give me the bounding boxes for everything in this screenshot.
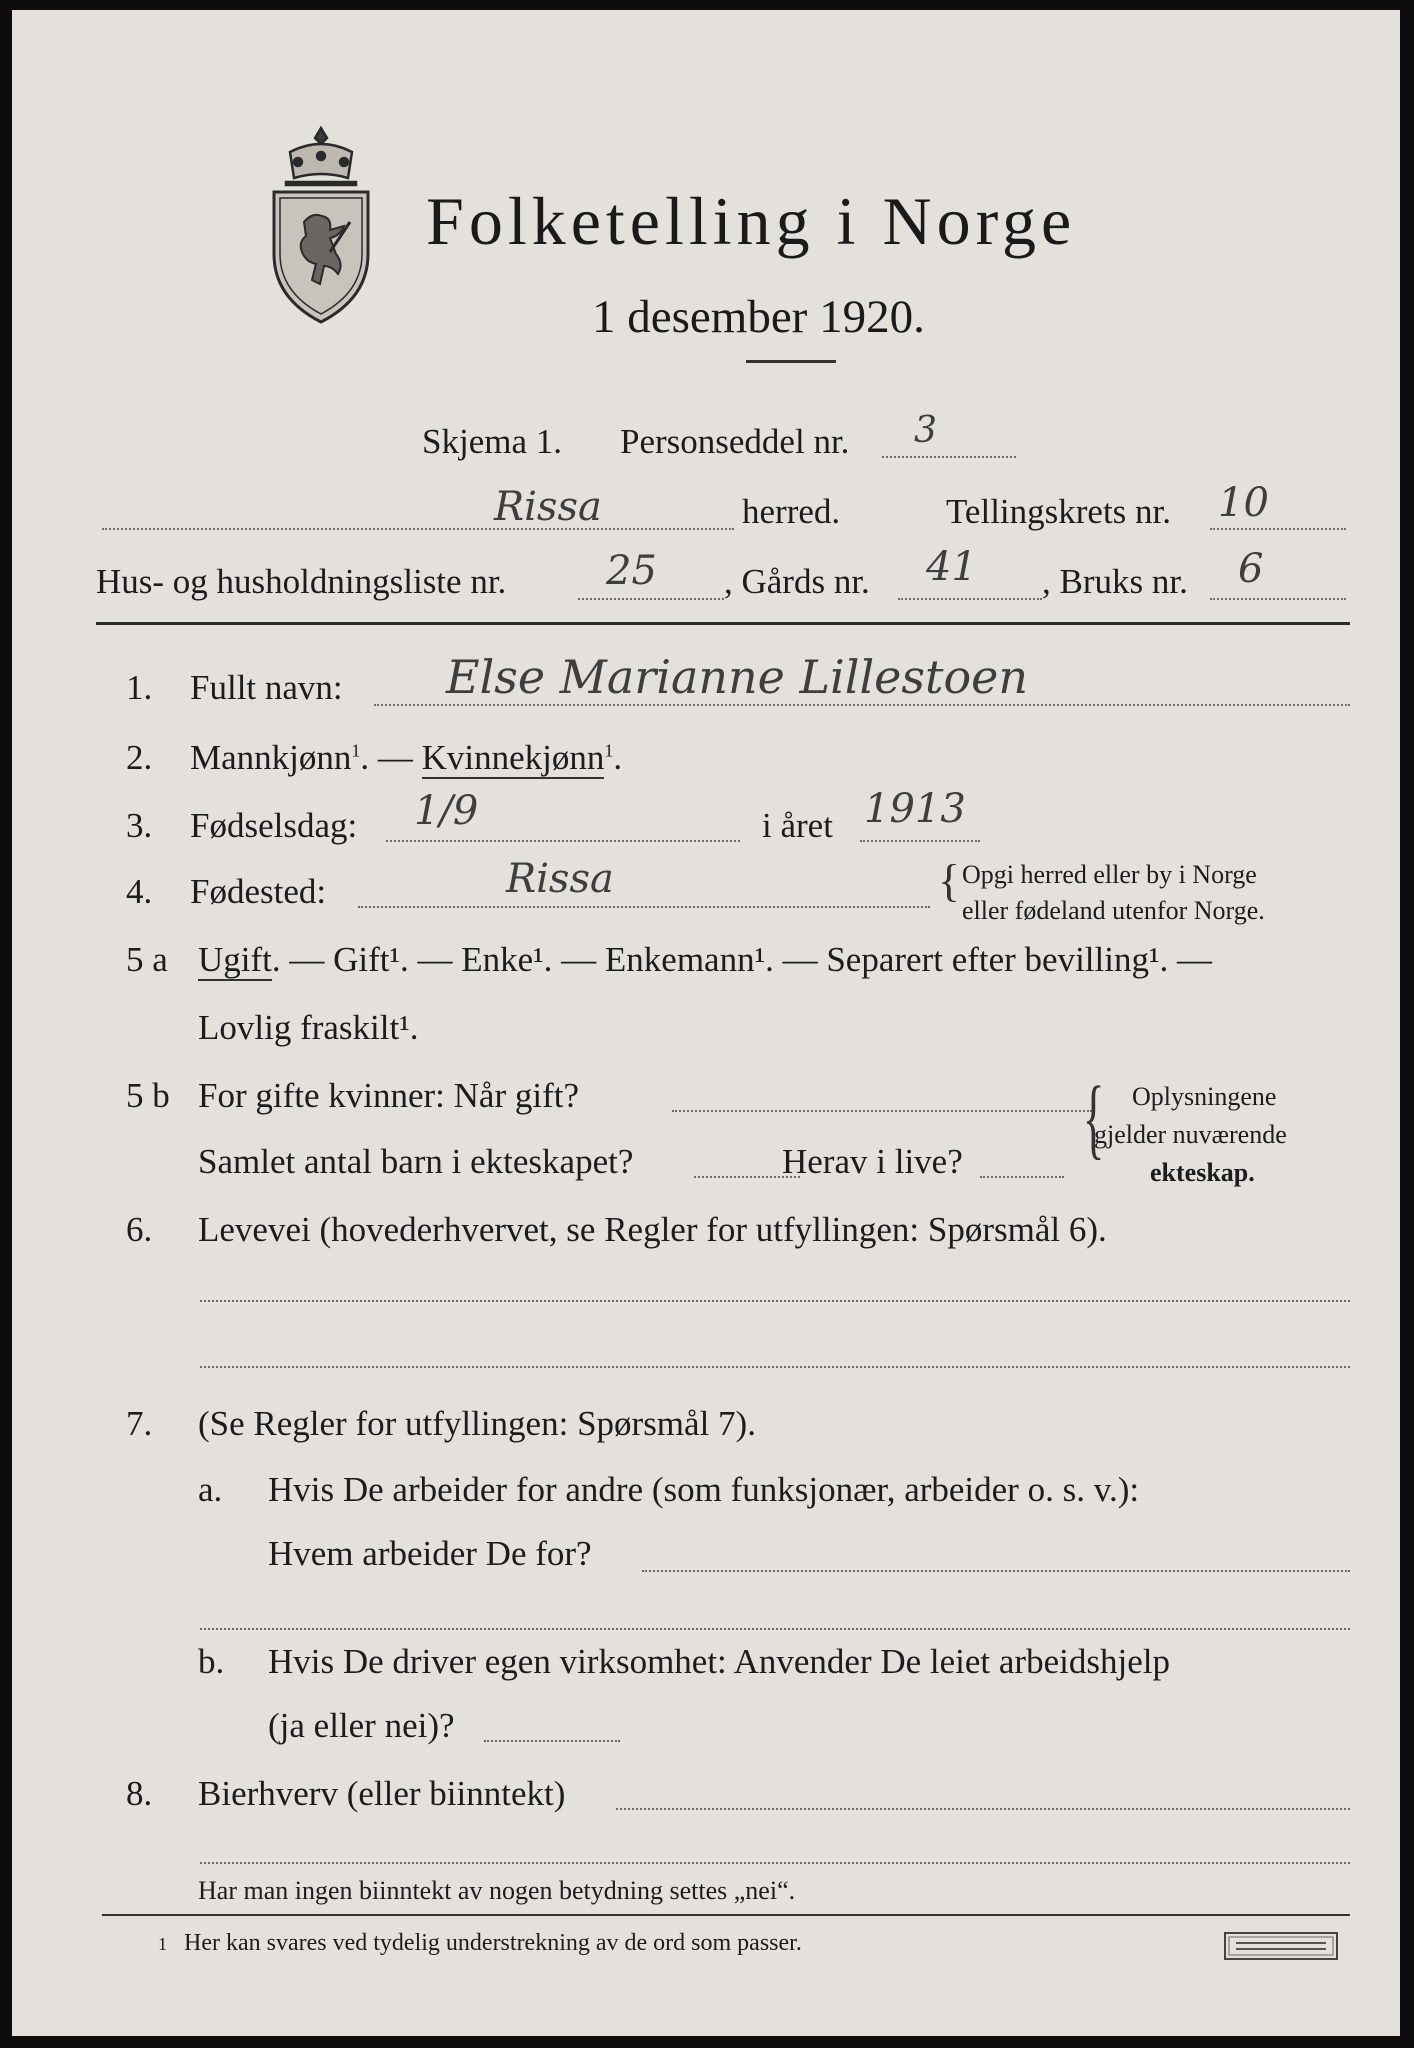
q5b-label3: Herav i live? xyxy=(782,1142,963,1181)
q7b-line xyxy=(484,1740,620,1742)
q4-line xyxy=(358,906,930,908)
q3-year-value: 1913 xyxy=(864,786,966,832)
form-title: Folketelling i Norge xyxy=(426,183,1077,259)
q5b-note-brace: { xyxy=(1082,1069,1105,1168)
husholdningsliste-line xyxy=(578,598,724,600)
q5a-options xyxy=(198,940,1212,980)
q2-dash: — xyxy=(377,738,413,777)
q4-label: Fødested: xyxy=(190,872,327,911)
q7a-text: Hvis De arbeider for andre (som funksjonær, arbeider o. s. v.): xyxy=(268,1470,1140,1509)
q5b-number: 5 b xyxy=(126,1076,170,1115)
q5a-line2: Lovlig fraskilt¹. xyxy=(198,1008,419,1047)
husholdningsliste-value: 25 xyxy=(606,548,657,594)
q5a-rest: . — Gift¹. — Enke¹. — Enkemann¹. — Separert efter bevilling¹. — xyxy=(271,940,1212,979)
q3-year-label: i året xyxy=(762,806,833,845)
q3-year-line xyxy=(860,840,980,842)
herred-label: herred. xyxy=(742,492,841,531)
census-form xyxy=(12,10,1400,2036)
q5a-ugift: Ugift xyxy=(198,940,272,979)
q6-number: 6. xyxy=(126,1210,153,1249)
q3-number: 3. xyxy=(126,806,153,845)
q7-label: (Se Regler for utfyllingen: Spørsmål 7). xyxy=(198,1404,756,1443)
q2-mannkjonn: Mannkjønn xyxy=(190,738,352,777)
q5b-alive-line xyxy=(980,1176,1064,1178)
q7b-letter: b. xyxy=(198,1642,225,1681)
title-divider xyxy=(746,360,836,363)
q4-note-line1: Opgi herred eller by i Norge xyxy=(962,860,1257,889)
q6-line1 xyxy=(200,1300,1350,1302)
q3-birthday-line xyxy=(386,840,740,842)
personseddel-line xyxy=(882,456,1016,458)
q2-kvinnekjonn: Kvinnekjønn xyxy=(421,738,605,777)
q3-label: Fødselsdag: xyxy=(190,806,358,845)
printer-stamp-icon xyxy=(1224,1932,1338,1960)
q1-full-name: Else Marianne Lillestoen xyxy=(446,650,1029,704)
personseddel-label: Personseddel nr. xyxy=(620,422,850,461)
q5b-label1: For gifte kvinner: Når gift? xyxy=(198,1076,580,1115)
q7-number: 7. xyxy=(126,1404,153,1443)
norway-coat-of-arms-icon xyxy=(260,122,382,334)
herred-value: Rissa xyxy=(494,484,602,530)
footnote-mark: 1 xyxy=(158,1934,167,1954)
q5b-note-line2: gjelder nuværende xyxy=(1094,1120,1287,1149)
bruks-value: 6 xyxy=(1238,546,1264,592)
q2-sup-2: 1 xyxy=(604,740,614,761)
q7a-line2 xyxy=(200,1628,1350,1630)
census-date: 1 desember 1920. xyxy=(592,291,925,343)
tellingskrets-line xyxy=(1210,528,1346,530)
q2-sup-1: 1 xyxy=(351,740,361,761)
q8-line1 xyxy=(616,1808,1350,1810)
q5b-note-line3: ekteskap. xyxy=(1150,1158,1255,1187)
bruks-line xyxy=(1210,598,1346,600)
q7a-line1 xyxy=(642,1570,1350,1572)
gards-value: 41 xyxy=(926,544,977,590)
q1-label: Fullt navn: xyxy=(190,668,343,707)
q5b-note-line1: Oplysningene xyxy=(1132,1082,1277,1111)
q6-line2 xyxy=(200,1366,1350,1368)
q7b-text: Hvis De driver egen virksomhet: Anvender De leiet arbeidshjelp xyxy=(268,1642,1170,1681)
tellingskrets-label: Tellingskrets nr. xyxy=(946,492,1172,531)
q7b-question: (ja eller nei)? xyxy=(268,1706,455,1745)
tellingskrets-value: 10 xyxy=(1218,480,1269,526)
q3-birthday-value: 1/9 xyxy=(414,788,479,834)
footnote-separator xyxy=(102,1914,1350,1916)
q1-line xyxy=(374,704,1350,706)
q8-number: 8. xyxy=(126,1774,153,1813)
q4-number: 4. xyxy=(126,872,153,911)
q6-label: Levevei (hovederhvervet, se Regler for utfyllingen: Spørsmål 6). xyxy=(198,1210,1107,1249)
header-separator xyxy=(96,622,1350,625)
q4-note-brace: { xyxy=(938,855,961,906)
personseddel-value: 3 xyxy=(914,410,937,451)
q2-gender: Mannkjønn$^1$. — Kvinnekjønn$^1$. xyxy=(190,738,623,777)
q2-end: . xyxy=(613,738,623,777)
q5b-married-line xyxy=(672,1110,1092,1112)
skjema-label: Skjema 1. xyxy=(422,422,562,461)
q2-number: 2. xyxy=(126,738,153,777)
q7a-letter: a. xyxy=(198,1470,223,1509)
herred-line xyxy=(102,528,734,530)
nei-note: Har man ingen biinntekt av nogen betydning settes „nei“. xyxy=(198,1876,796,1905)
q4-birthplace-value: Rissa xyxy=(506,856,614,902)
q5a-number: 5 a xyxy=(126,940,168,979)
footnote-text: Her kan svares ved tydelig understrekning av de ord som passer. xyxy=(184,1930,802,1956)
husholdningsliste-label: Hus- og husholdningsliste nr. xyxy=(96,562,507,601)
q8-label: Bierhverv (eller biinntekt) xyxy=(198,1774,566,1813)
q8-line2 xyxy=(200,1862,1350,1864)
q1-number: 1. xyxy=(126,668,153,707)
gards-label: , Gårds nr. xyxy=(724,562,870,601)
gards-line xyxy=(898,598,1042,600)
bruks-label: , Bruks nr. xyxy=(1042,562,1188,601)
q5b-label2: Samlet antal barn i ekteskapet? xyxy=(198,1142,634,1181)
q4-note-line2: eller fødeland utenfor Norge. xyxy=(962,896,1265,925)
q7a-question: Hvem arbeider De for? xyxy=(268,1534,592,1573)
